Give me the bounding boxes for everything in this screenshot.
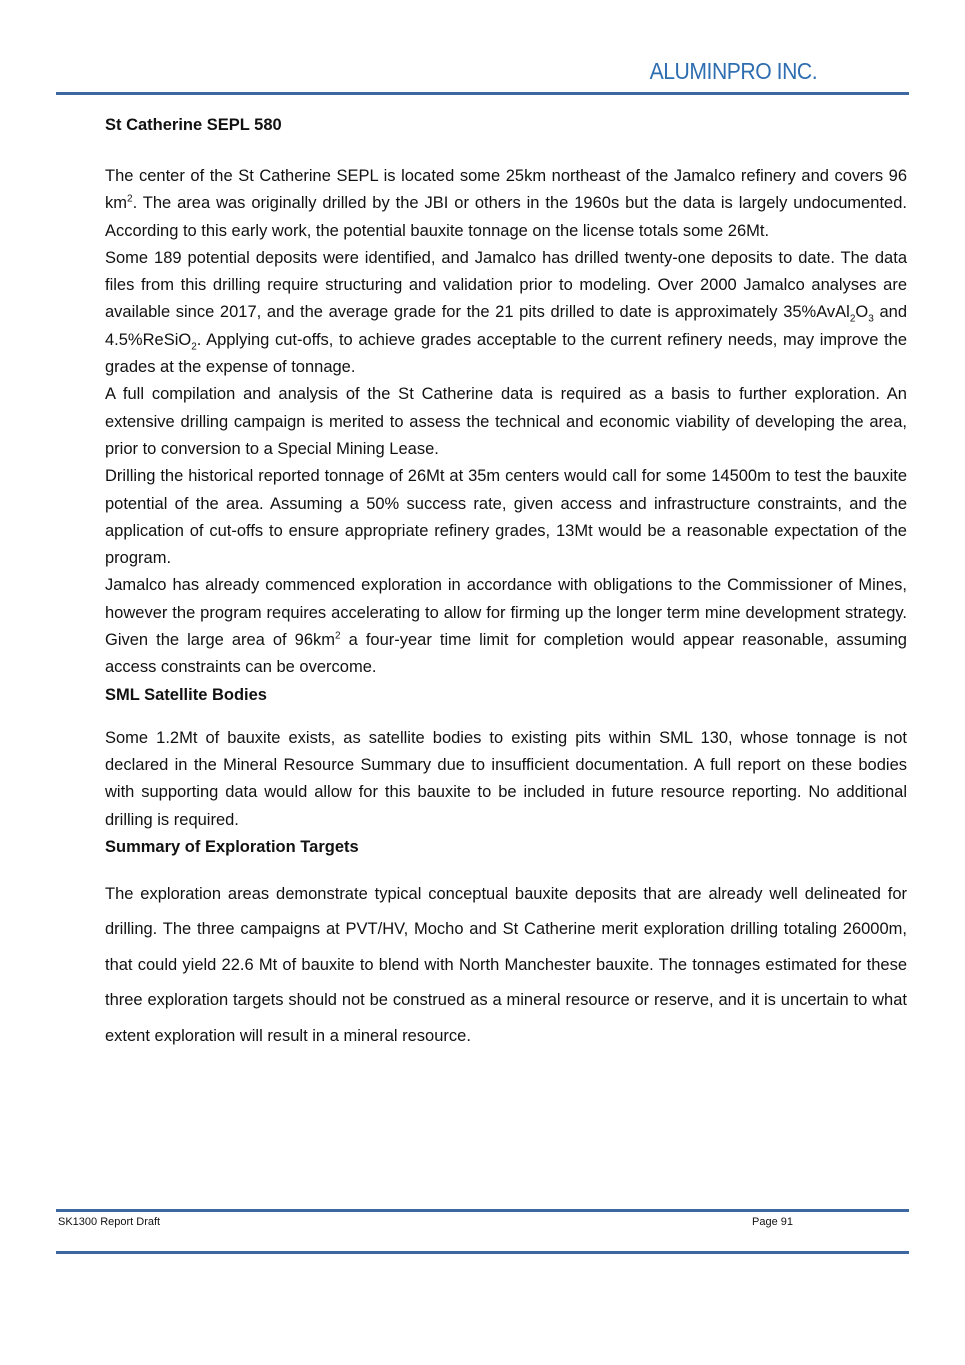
section-title-summary: Summary of Exploration Targets [105,837,359,856]
header-divider [56,92,909,95]
paragraph: The exploration areas demonstrate typical conceptual bauxite deposits that are already well delineated for drilling. The three campaigns at PVT/HV, Mocho and St Catherine merit exploration drilling totaling 26000m, that could yield 22.6 Mt of bauxite to blend with North Manchester bauxite. The tonnages estimated for these three exploration targets should not be construed as a mineral resource or reserve, and it is uncertain to what extent exploration will result in a mineral resource. [105,884,907,1045]
footer-page-number: Page 91 [752,1216,793,1228]
paragraph: Jamalco has already commenced exploration in accordance with obligations to the Commissioner of Mines, however the program requires accelerating to allow for firming up the longer term mine development strategy. Given the large area of $96km^2$ a four-year time limit for completion would appear reasonable, assuming access constraints can be overcome. [105,576,907,677]
paragraph: The center of the St Catherine SEPL is located some 25km northeast of the Jamalco refinery and covers 96 $km^2$. The area was originally drilled by the JBI or others in the 1960s but the data is largely undocumented. According to this early work, the potential bauxite tonnage on the license totals some 26Mt. [105,167,907,240]
page-content [105,112,907,1054]
paragraph: Some 1.2Mt of bauxite exists, as satellite bodies to existing pits within SML 130, whose tonnage is not declared in the Mineral Resource Summary due to insufficient documentation. A full report on these bodies with supporting data would allow for this bauxite to be included in future resource reporting. No additional drilling is required. [105,728,907,829]
paragraph: A full compilation and analysis of the St Catherine data is required as a basis to further exploration. An extensive drilling campaign is merited to assess the technical and economic viability of developing the area, prior to conversion to a Special Mining Lease. [105,385,907,458]
paragraph: Drilling the historical reported tonnage of 26Mt at 35m centers would call for some 14500m to test the bauxite potential of the area. Assuming a 50% success rate, given access and infrastructure constraints, and the application of cut-offs to ensure appropriate refinery grades, 13Mt would be a reasonable expectation of the program. [105,467,907,568]
company-name: ALUMINPRO INC. [649,58,817,84]
section-title-st-catherine: St Catherine SEPL 580 [105,116,282,134]
footer-divider-bottom [56,1251,909,1254]
section-title-sml-satellite: SML Satellite Bodies [105,685,267,704]
footer-divider-top [56,1209,909,1212]
footer-document-name: SK1300 Report Draft [58,1216,161,1228]
paragraph: Some 189 potential deposits were identified, and Jamalco has drilled twenty-one deposits to date. The data files from this drilling require structuring and validation prior to modeling. Over 2000 Jamalco analyses are available since 2017, and the average grade for the 21 pits drilled to date is approximately $35\%AvAl_2O_3$ and 4.5%ReSiO$_2$. Applying cut-offs, to achieve grades acceptable to the current refinery needs, may improve the grades at the expense of tonnage. [105,248,907,377]
